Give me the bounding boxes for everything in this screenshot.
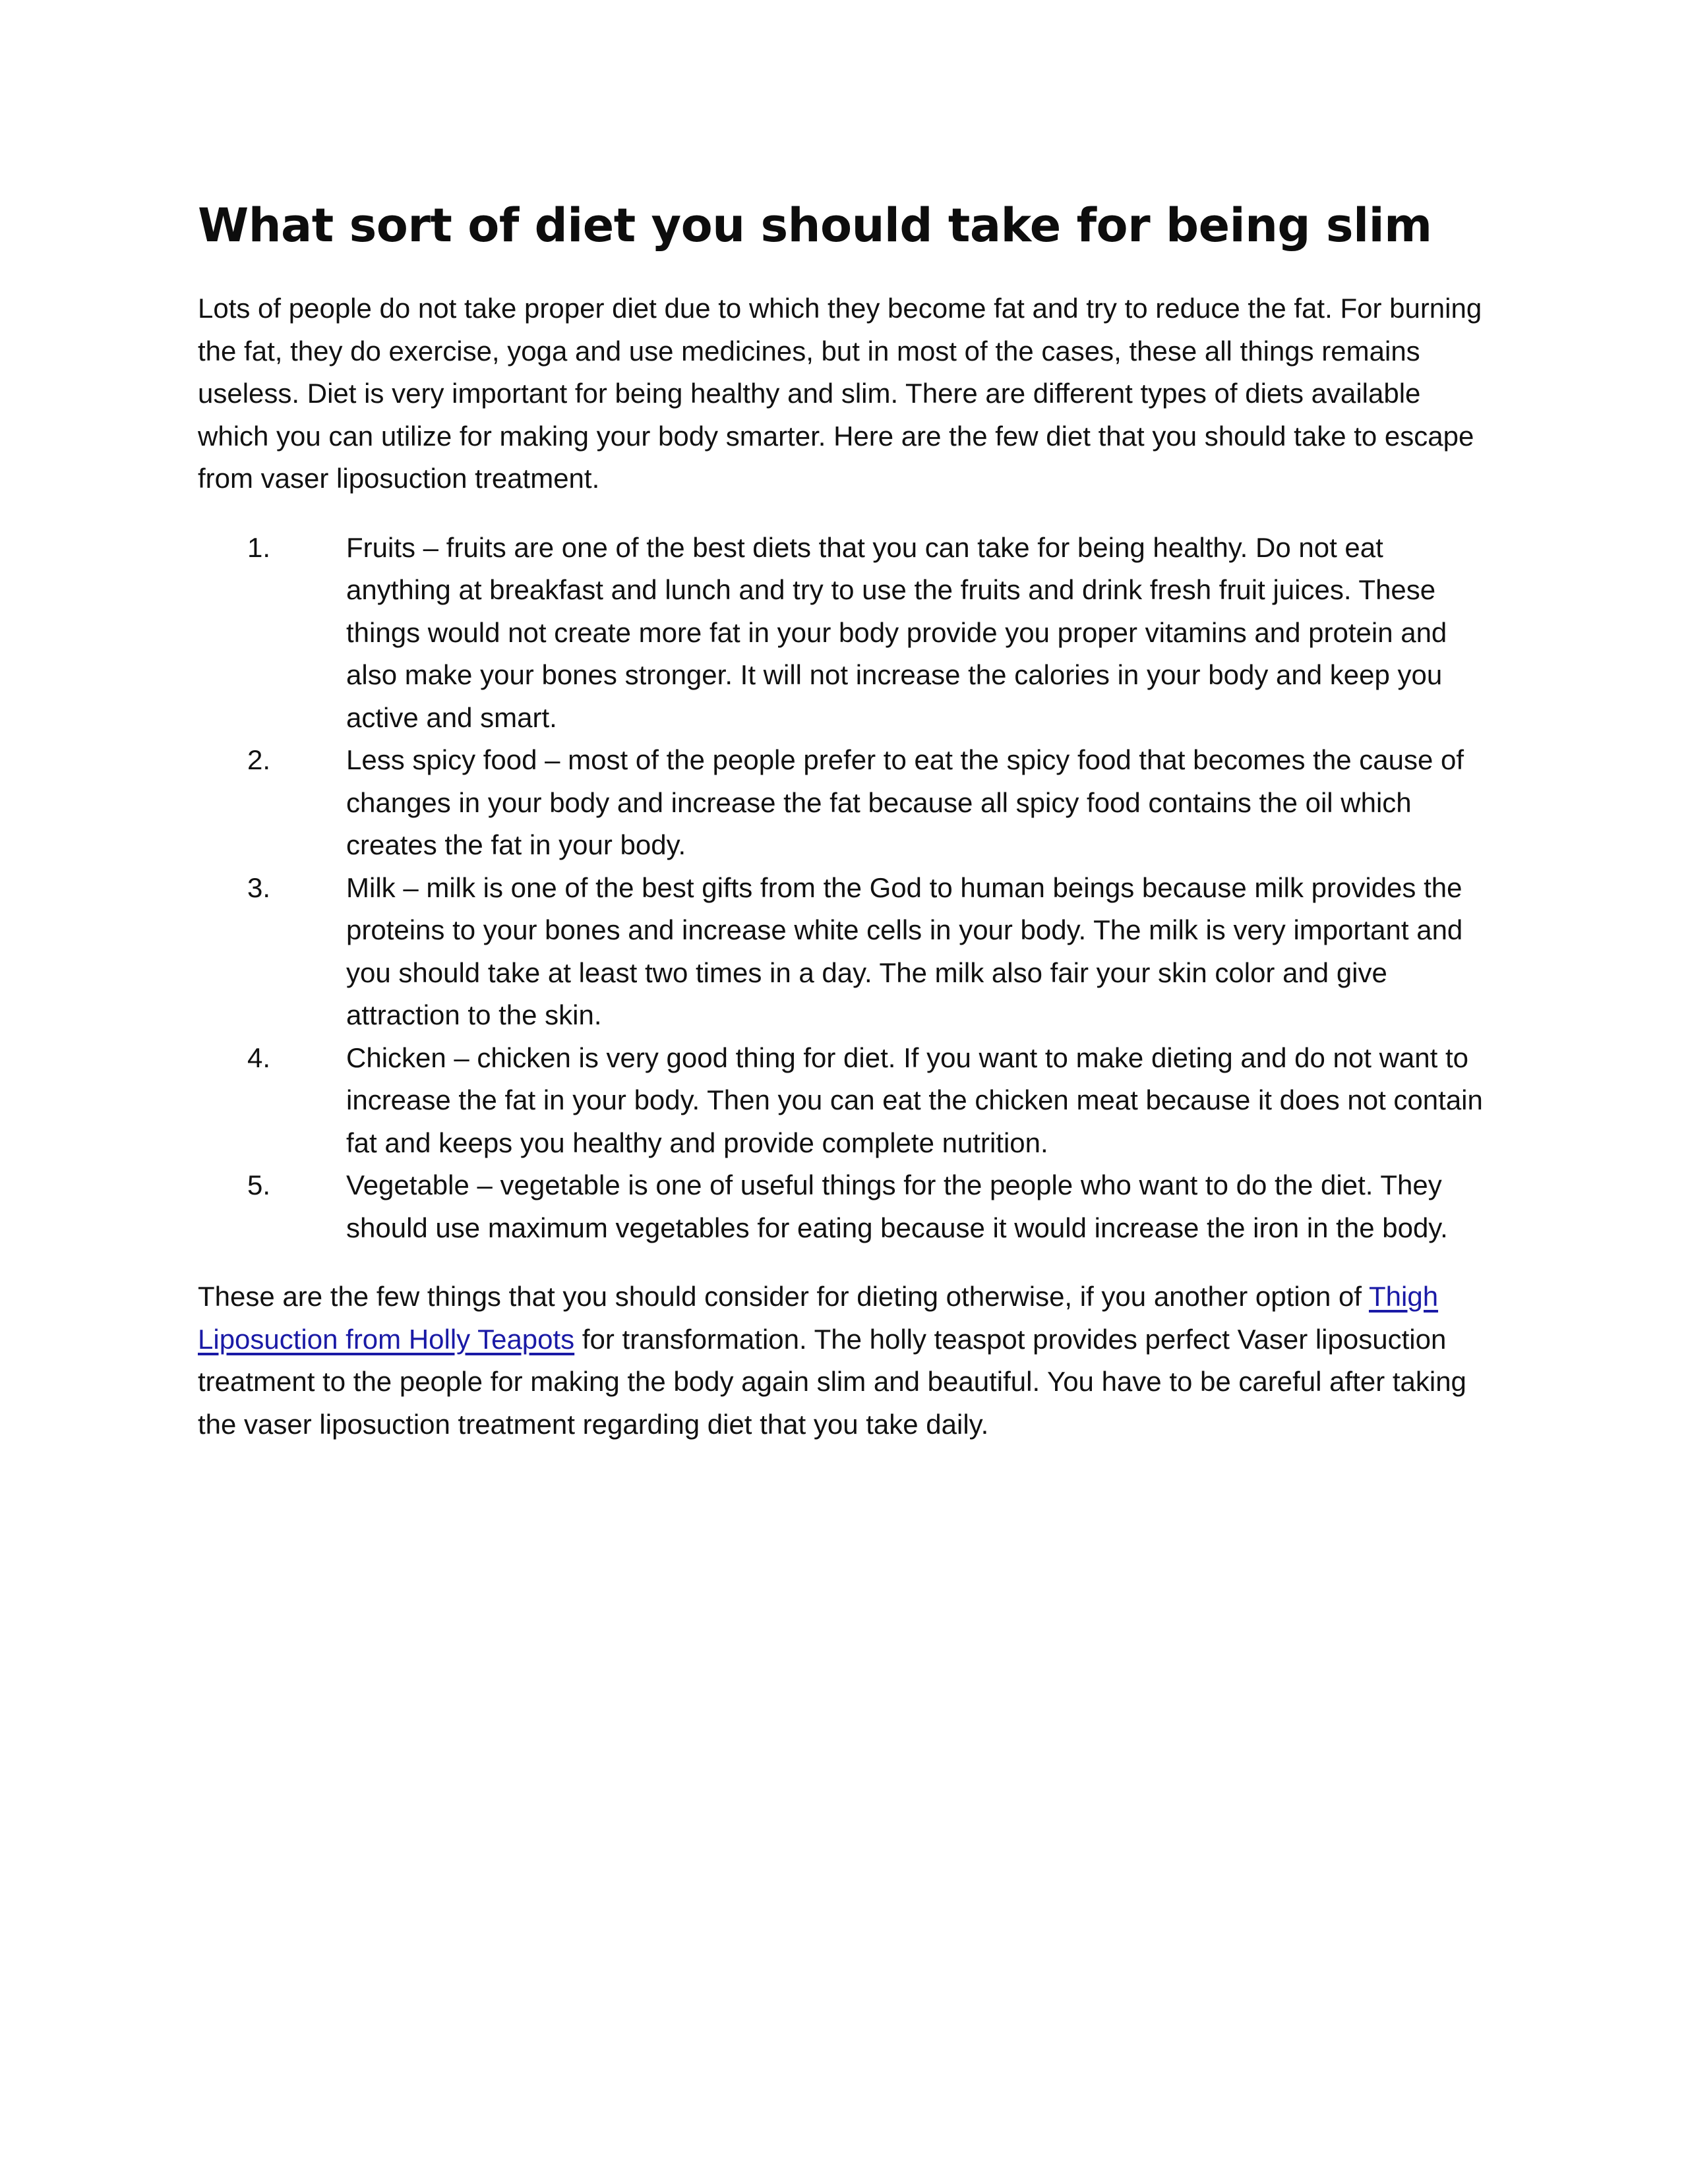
list-item bbox=[198, 1164, 1490, 1249]
list-item-number: 3. bbox=[247, 871, 271, 903]
list-item-number: 1. bbox=[247, 531, 271, 563]
list-item bbox=[198, 739, 1490, 867]
document-page bbox=[198, 198, 1490, 1446]
list-item bbox=[198, 867, 1490, 1037]
intro-paragraph: Lots of people do not take proper diet due to which they become fat and try to reduce the fat. For burning the fat, they do exercise, yoga and use medicines, but in most of the cases, these all things remains useless. Diet is very important for being healthy and slim. There are different types of diets available which you can utilize for making your body smarter. Here are the few diet that you should take to escape from vaser liposuction treatment. bbox=[198, 293, 1482, 494]
list-item-number: 2. bbox=[247, 744, 271, 775]
thigh-liposuction-link[interactable]: Thigh Liposuction from Holly Teapots bbox=[198, 1281, 1439, 1355]
conclusion-text-after-link: for transformation. The holly teaspot provides perfect Vaser liposuction treatment to the people for making the body again slim and beautiful. You have to be careful after taking the vaser liposuction treatment regarding diet that you take daily. bbox=[198, 1323, 1466, 1440]
list-item-text: Chicken – chicken is very good thing for diet. If you want to make dieting and do not want to increase the fat in your body. Then you can eat the chicken meat because it does not contain fat and keeps you healthy and provide complete nutrition. bbox=[346, 1042, 1483, 1158]
list-item bbox=[198, 527, 1490, 740]
list-item bbox=[198, 1037, 1490, 1165]
list-item-text: Fruits – fruits are one of the best diets that you can take for being healthy. Do not eat anything at breakfast and lunch and try to use the fruits and drink fresh fruit juices. These things would not create more fat in your body provide you proper vitamins and protein and also make your bones stronger. It will not increase the calories in your body and keep you active and smart. bbox=[346, 531, 1447, 733]
list-item-number: 5. bbox=[247, 1169, 271, 1200]
diet-list bbox=[198, 527, 1490, 1250]
conclusion-paragraph bbox=[198, 1276, 1490, 1446]
list-item-text: Milk – milk is one of the best gifts from the God to human beings because milk provides the proteins to your bones and increase white cells in your body. The milk is very important and you should take at least two times in a day. The milk also fair your skin color and give attraction to the skin. bbox=[346, 871, 1463, 1030]
list-item-number: 4. bbox=[247, 1042, 271, 1073]
list-item-text: Vegetable – vegetable is one of useful things for the people who want to do the diet. They should use maximum vegetables for eating because it would increase the iron in the body. bbox=[346, 1169, 1448, 1243]
conclusion-text-before-link: These are the few things that you should consider for dieting otherwise, if you another option of bbox=[198, 1281, 1369, 1312]
list-item-text: Less spicy food – most of the people prefer to eat the spicy food that becomes the cause of changes in your body and increase the fat because all spicy food contains the oil which creates the fat in your body. bbox=[346, 744, 1464, 860]
page-title: What sort of diet you should take for being slim bbox=[198, 198, 1432, 252]
